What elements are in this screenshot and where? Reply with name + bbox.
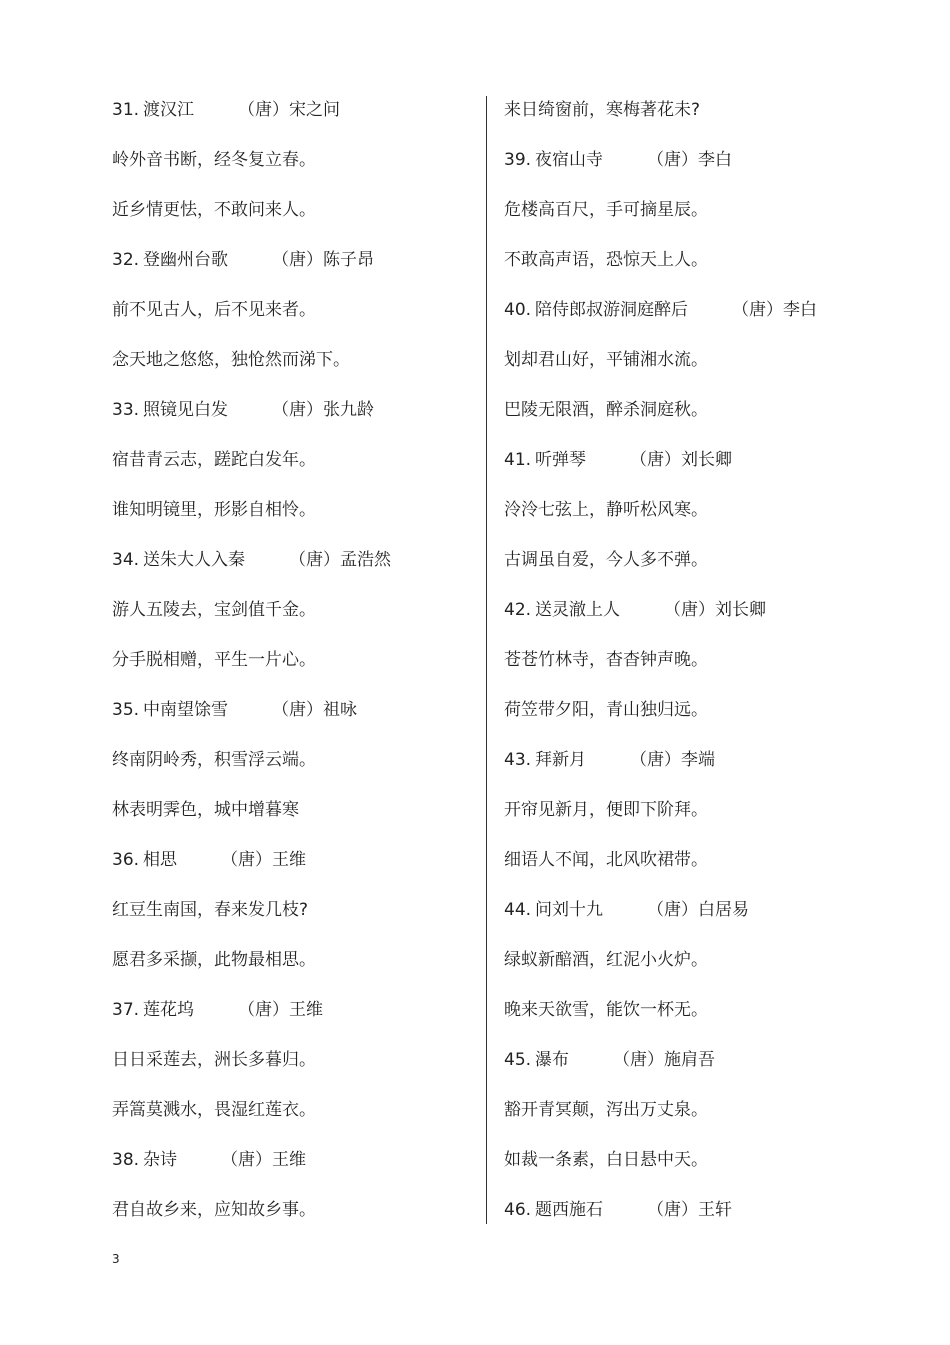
- poem-heading: [112, 392, 472, 442]
- poem-title: 听弹琴: [535, 450, 587, 470]
- poem-title: 登幽州台歌: [143, 250, 229, 270]
- poem-heading: [112, 842, 472, 892]
- poem-number: 38.: [112, 1150, 140, 1170]
- poem-verse: 细语人不闻，北风吹裙带。: [504, 850, 708, 870]
- poem-number: 37.: [112, 1000, 140, 1020]
- poem-author: （唐）张九龄: [272, 400, 375, 420]
- poem-verse: 终南阴岭秀，积雪浮云端。: [112, 750, 316, 770]
- poem-title: 夜宿山寺: [535, 150, 604, 170]
- poem-title: 瀑布: [535, 1050, 570, 1070]
- poem-verse: 红豆生南国，春来发几枝?: [112, 900, 309, 920]
- poem-verse: 豁开青冥颠，泻出万丈泉。: [504, 1100, 708, 1120]
- poem-heading: [112, 242, 472, 292]
- poem-verse: 谁知明镜里，形影自相怜。: [112, 500, 316, 520]
- poem-title: 拜新月: [535, 750, 587, 770]
- poem-author: （唐）宋之问: [238, 100, 341, 120]
- poem-author: （唐）李白: [647, 150, 733, 170]
- poem-author: （唐）李白: [732, 300, 818, 320]
- poem-title: 照镜见白发: [143, 400, 229, 420]
- poem-author: （唐）孟浩然: [289, 550, 392, 570]
- poem-verse: 不敢高声语，恐惊天上人。: [504, 250, 708, 270]
- poem-number: 41.: [504, 450, 532, 470]
- poem-number: 44.: [504, 900, 532, 920]
- poem-author: （唐）刘长卿: [664, 600, 767, 620]
- poem-verse: 近乡情更怯，不敢问来人。: [112, 200, 316, 220]
- poem-title: 送朱大人入秦: [143, 550, 246, 570]
- poem-verse: 如裁一条素，白日悬中天。: [504, 1150, 708, 1170]
- poem-verse: 念天地之悠悠，独怆然而涕下。: [112, 350, 350, 370]
- poem-title: 莲花坞: [143, 1000, 195, 1020]
- poem-heading: [504, 742, 864, 792]
- poem-number: 36.: [112, 850, 140, 870]
- poem-heading: [504, 592, 864, 642]
- poem-verse: 开帘见新月，便即下阶拜。: [504, 800, 708, 820]
- poem-number: 42.: [504, 600, 532, 620]
- poem-verse: 危楼高百尺，手可摘星辰。: [504, 200, 708, 220]
- poem-author: （唐）王维: [221, 1150, 307, 1170]
- poem-verse: 日日采莲去，洲长多暮归。: [112, 1050, 316, 1070]
- poem-author: （唐）王轩: [647, 1200, 733, 1220]
- poem-verse: 苍苍竹林寺，杳杳钟声晚。: [504, 650, 708, 670]
- poem-title: 问刘十九: [535, 900, 604, 920]
- poem-number: 45.: [504, 1050, 532, 1070]
- poem-heading: [504, 1192, 864, 1242]
- poem-title: 陪侍郎叔游洞庭醉后: [535, 300, 689, 320]
- poem-number: 40.: [504, 300, 532, 320]
- poem-verse: 林表明霁色，城中增暮寒: [112, 800, 299, 820]
- poem-heading: [112, 992, 472, 1042]
- poem-verse: 晚来天欲雪，能饮一杯无。: [504, 1000, 708, 1020]
- poem-verse: 古调虽自爱，今人多不弹。: [504, 550, 708, 570]
- left-column: [112, 92, 472, 1242]
- poem-title: 中南望馀雪: [143, 700, 229, 720]
- poem-heading: [504, 1042, 864, 1092]
- poem-verse: 来日绮窗前，寒梅著花未?: [504, 100, 701, 120]
- poem-heading: [112, 692, 472, 742]
- poem-verse: 泠泠七弦上，静听松风寒。: [504, 500, 708, 520]
- poem-verse: 宿昔青云志，蹉跎白发年。: [112, 450, 316, 470]
- poem-number: 35.: [112, 700, 140, 720]
- poem-title: 渡汉江: [143, 100, 195, 120]
- poem-author: （唐）祖咏: [272, 700, 358, 720]
- poem-number: 46.: [504, 1200, 532, 1220]
- poem-number: 33.: [112, 400, 140, 420]
- poem-author: （唐）李端: [630, 750, 716, 770]
- poem-verse: 荷笠带夕阳，青山独归远。: [504, 700, 708, 720]
- poem-author: （唐）刘长卿: [630, 450, 733, 470]
- poem-heading: [504, 892, 864, 942]
- poem-author: （唐）陈子昂: [272, 250, 375, 270]
- poem-heading: [112, 542, 472, 592]
- poem-number: 39.: [504, 150, 532, 170]
- poem-title: 杂诗: [143, 1150, 178, 1170]
- poem-heading: [112, 1142, 472, 1192]
- poem-author: （唐）白居易: [647, 900, 750, 920]
- poem-verse: 弄篙莫溅水，畏湿红莲衣。: [112, 1100, 316, 1120]
- poem-verse: 划却君山好，平铺湘水流。: [504, 350, 708, 370]
- poem-verse: 愿君多采撷，此物最相思。: [112, 950, 316, 970]
- poem-verse: 游人五陵去，宝剑值千金。: [112, 600, 316, 620]
- poem-number: 31.: [112, 100, 140, 120]
- poem-number: 43.: [504, 750, 532, 770]
- poem-verse: 分手脱相赠，平生一片心。: [112, 650, 316, 670]
- poem-verse: 前不见古人，后不见来者。: [112, 300, 316, 320]
- poem-verse: 巴陵无限酒，醉杀洞庭秋。: [504, 400, 708, 420]
- poem-heading: [112, 92, 472, 142]
- poem-heading: [504, 142, 864, 192]
- poem-author: （唐）王维: [238, 1000, 324, 1020]
- poem-author: （唐）施肩吾: [613, 1050, 716, 1070]
- poem-author: （唐）王维: [221, 850, 307, 870]
- poem-heading: [504, 292, 864, 342]
- poem-title: 相思: [143, 850, 178, 870]
- poem-title: 送灵澈上人: [535, 600, 621, 620]
- poem-number: 32.: [112, 250, 140, 270]
- column-divider: [486, 96, 487, 1224]
- poem-verse: 岭外音书断，经冬复立春。: [112, 150, 316, 170]
- poem-title: 题西施石: [535, 1200, 604, 1220]
- right-column: [504, 92, 864, 1242]
- poem-verse: 绿蚁新醅酒，红泥小火炉。: [504, 950, 708, 970]
- poem-verse: 君自故乡来，应知故乡事。: [112, 1200, 316, 1220]
- poem-heading: [504, 442, 864, 492]
- poem-number: 34.: [112, 550, 140, 570]
- page-number: 3: [112, 1252, 120, 1266]
